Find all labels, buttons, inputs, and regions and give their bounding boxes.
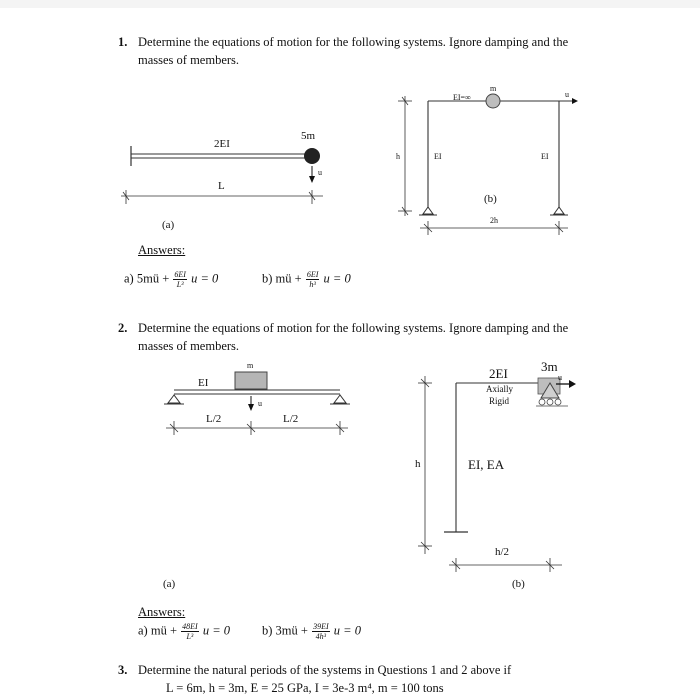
question-text-line1: Determine the natural periods of the systems in Questions 1 and 2 above if [138,663,512,677]
question-text-line2: masses of members. [138,53,240,67]
fraction-numerator: 6EI [174,270,186,279]
question-number: 2. [118,321,128,335]
question-3 [118,661,511,697]
fig-b-height: h [415,458,421,470]
fig-b-beam: 2EI [489,366,508,381]
fig-b-beam: EI=∞ [453,93,471,102]
fraction-numerator: 6EI [306,270,319,279]
fig-a-disp: u [258,399,262,408]
fig-a-left-span: L/2 [206,413,222,425]
fraction-denominator: L³ [186,632,194,641]
fig-b-left-col: EI [434,152,442,161]
answer-lhs: 5mü + [136,271,170,286]
disp-arrow-head [569,380,576,388]
q2-answers-heading: Answers: [138,605,186,619]
question-number: 1. [118,35,128,49]
answer-label: b) [262,623,273,638]
question-text-line2: L = 6m, h = 3m, E = 25 GPa, I = 3e-3 m⁴, m = 100 tons [166,681,444,695]
fig-b-height: h [396,152,400,161]
fig-b-caption: (b) [484,193,497,205]
fraction-denominator: L³ [176,280,184,289]
fig-a-length: L [218,180,225,192]
answer-rhs: u = 0 [191,271,219,286]
question-number: 3. [118,663,128,677]
roller-wheel [547,399,553,405]
fig-b-column: EI, EA [468,457,505,472]
question-text-line1: Determine the equations of motion for the following systems. Ignore damping and the [138,321,569,335]
question-text-line1: Determine the equations of motion for the following systems. Ignore damping and the [138,35,569,49]
fig-b-caption: (b) [512,578,525,590]
answer-fraction [312,622,330,641]
fraction-numerator: 48EI [182,622,198,631]
question-text-line2: masses of members. [138,339,240,353]
answer-lhs: mü + [275,271,302,286]
fig-a-caption: (a) [162,219,175,231]
fig-a-stiffness: 2EI [214,138,230,150]
answer-rhs: u = 0 [323,271,351,286]
fig-b-width: 2h [490,216,498,225]
fig-b-disp: u [565,90,569,99]
roller-wheel [555,399,561,405]
fig-b-mass: 3m [541,359,558,374]
fig-a-mass: m [247,361,254,370]
q2-answer-a [138,622,230,641]
answer-lhs: 3mü + [275,623,308,638]
fig-b-disp: u [558,373,562,382]
fraction-denominator: 4h³ [315,632,327,641]
fig-b-axial-2: Rigid [489,396,510,406]
fig-a-caption: (a) [163,578,176,590]
roller-wheel [539,399,545,405]
answer-label: a) [138,623,148,638]
fig-b-axial-1: Axially [486,384,513,394]
fig-a-right-span: L/2 [283,413,299,425]
fig-b-mass: m [490,84,497,93]
answer-fraction [181,622,199,641]
fig-b-width: h/2 [495,546,510,558]
answer-label: b) [262,271,273,286]
fig-a-stiffness: EI [198,377,209,389]
fig-a-mass: 5m [301,130,316,142]
fraction-denominator: h³ [309,280,316,289]
fraction-numerator: 39EI [313,622,329,631]
fig-b-right-col: EI [541,152,549,161]
q2-answer-b [262,622,361,641]
answer-rhs: u = 0 [333,623,361,638]
fig-a-disp: u [318,168,322,177]
answer-label: a) [124,271,134,286]
q1-answers-heading: Answers: [138,243,186,257]
answer-rhs: u = 0 [202,623,230,638]
answer-lhs: mü + [150,623,177,638]
